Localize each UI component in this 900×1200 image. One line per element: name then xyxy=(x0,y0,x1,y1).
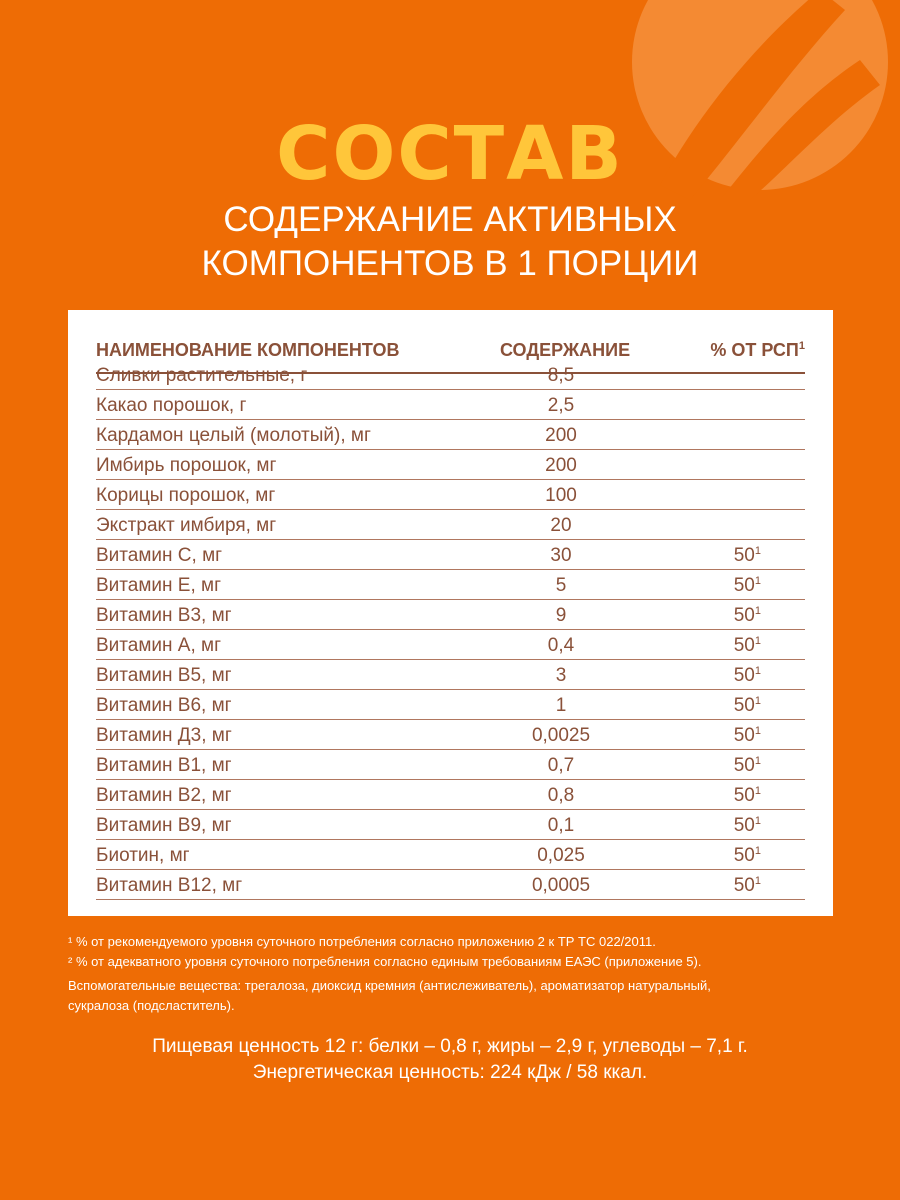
footnotes xyxy=(68,932,838,972)
component-content: 20 xyxy=(550,515,572,536)
component-pct-sup: 1 xyxy=(754,815,761,827)
component-pct xyxy=(701,635,761,657)
table-row xyxy=(96,780,805,810)
component-pct-value: 50 xyxy=(733,785,755,806)
component-pct-sup: 1 xyxy=(754,785,761,797)
component-content: 5 xyxy=(555,575,567,596)
composition-table xyxy=(68,310,833,916)
component-name: Витамин В3, мг xyxy=(96,605,232,626)
component-pct-value: 50 xyxy=(733,605,755,626)
component-name: Сливки растительные, г xyxy=(96,365,308,386)
component-name: Имбирь порошок, мг xyxy=(96,455,277,476)
component-name: Биотин, мг xyxy=(96,845,190,866)
component-pct-sup: 1 xyxy=(754,755,761,767)
table-row xyxy=(96,360,805,390)
component-pct-value: 50 xyxy=(733,815,755,836)
page-subtitle xyxy=(0,198,900,286)
component-pct-value: 50 xyxy=(733,635,755,656)
component-pct-value: 50 xyxy=(733,545,755,566)
component-content: 1 xyxy=(555,695,567,716)
table-row xyxy=(96,840,805,870)
table-row xyxy=(96,510,805,540)
component-content: 100 xyxy=(545,485,577,506)
component-content: 30 xyxy=(550,545,572,566)
column-header-pct-sup: 1 xyxy=(798,340,805,352)
component-name: Витамин С, мг xyxy=(96,545,223,566)
component-pct xyxy=(701,545,761,567)
component-name: Витамин Е, мг xyxy=(96,575,222,596)
table-row xyxy=(96,390,805,420)
component-name: Кардамон целый (молотый), мг xyxy=(96,425,371,446)
table-row xyxy=(96,810,805,840)
column-header-name: НАИМЕНОВАНИЕ КОМПОНЕНТОВ xyxy=(96,340,400,360)
component-pct xyxy=(701,875,761,897)
component-name: Витамин А, мг xyxy=(96,635,222,656)
component-content: 3 xyxy=(555,665,567,686)
table-row xyxy=(96,630,805,660)
component-content: 0,7 xyxy=(547,755,575,776)
component-pct-value: 50 xyxy=(733,875,755,896)
component-pct-sup: 1 xyxy=(754,845,761,857)
component-pct-value: 50 xyxy=(733,695,755,716)
component-pct-value: 50 xyxy=(733,665,755,686)
component-pct xyxy=(701,785,761,807)
component-content: 0,025 xyxy=(537,845,585,866)
component-pct-sup: 1 xyxy=(754,605,761,617)
component-name: Витамин Д3, мг xyxy=(96,725,232,746)
component-pct-value: 50 xyxy=(733,725,755,746)
component-pct xyxy=(701,605,761,627)
subtitle-line-2: КОМПОНЕНТОВ В 1 ПОРЦИИ xyxy=(201,244,699,283)
component-pct-sup: 1 xyxy=(754,545,761,557)
column-header-pct-text: % ОТ РСП xyxy=(710,340,799,360)
component-name: Витамин В1, мг xyxy=(96,755,232,776)
component-content: 0,0005 xyxy=(531,875,591,896)
component-pct-sup: 1 xyxy=(754,665,761,677)
table-row xyxy=(96,420,805,450)
component-pct-sup: 1 xyxy=(754,875,761,887)
table-row xyxy=(96,720,805,750)
energy-value: Энергетическая ценность: 224 кДж / 58 ккал. xyxy=(252,1062,648,1083)
component-content: 9 xyxy=(555,605,567,626)
table-row xyxy=(96,870,805,900)
component-name: Витамин В9, мг xyxy=(96,815,232,836)
table-row xyxy=(96,570,805,600)
footnote-1: ¹ % от рекомендуемого уровня суточного потребления согласно приложению 2 к ТР ТС 022/2011. xyxy=(68,934,656,949)
table-row xyxy=(96,660,805,690)
nutrition-info xyxy=(0,1034,900,1086)
subtitle-line-1: СОДЕРЖАНИЕ АКТИВНЫХ xyxy=(223,200,677,239)
table-body xyxy=(96,360,805,900)
component-content: 0,0025 xyxy=(531,725,591,746)
nutrition-value: Пищевая ценность 12 г: белки – 0,8 г, жиры – 2,9 г, углеводы – 7,1 г. xyxy=(152,1036,748,1057)
component-pct xyxy=(701,665,761,687)
component-name: Корицы порошок, мг xyxy=(96,485,276,506)
component-pct-value: 50 xyxy=(733,845,755,866)
page-title: СОСТАВ xyxy=(276,111,624,197)
table-row xyxy=(96,750,805,780)
component-content: 0,8 xyxy=(547,785,575,806)
component-content: 0,1 xyxy=(547,815,575,836)
component-pct-sup: 1 xyxy=(754,695,761,707)
component-name: Витамин В6, мг xyxy=(96,695,232,716)
component-pct xyxy=(701,695,761,717)
column-header-content: СОДЕРЖАНИЕ xyxy=(500,340,631,360)
table-row xyxy=(96,690,805,720)
table-row xyxy=(96,450,805,480)
component-pct-sup: 1 xyxy=(754,725,761,737)
footnote-2: ² % от адекватного уровня суточного потребления согласно единым требованиям ЕАЭС (приложение 5). xyxy=(68,954,702,969)
component-name: Какао порошок, г xyxy=(96,395,247,416)
component-name: Экстракт имбиря, мг xyxy=(96,515,277,536)
component-content: 200 xyxy=(545,455,577,476)
component-content: 2,5 xyxy=(547,395,575,416)
component-pct xyxy=(701,755,761,777)
auxiliary-substances: Вспомогательные вещества: трегалоза, диоксид кремния (антислеживатель), ароматизатор натуральный, сукралоза (подсластитель). xyxy=(68,978,711,1013)
component-name: Витамин В5, мг xyxy=(96,665,232,686)
column-header-pct xyxy=(710,340,805,361)
table-row xyxy=(96,480,805,510)
component-pct xyxy=(701,815,761,837)
component-pct-value: 50 xyxy=(733,575,755,596)
component-pct-sup: 1 xyxy=(754,575,761,587)
component-name: Витамин В12, мг xyxy=(96,875,243,896)
component-pct-sup: 1 xyxy=(754,635,761,647)
table-row xyxy=(96,540,805,570)
component-content: 8,5 xyxy=(547,365,575,386)
component-pct xyxy=(701,845,761,867)
component-content: 200 xyxy=(545,425,577,446)
table-row xyxy=(96,600,805,630)
component-name: Витамин В2, мг xyxy=(96,785,232,806)
component-pct-value: 50 xyxy=(733,755,755,776)
component-pct xyxy=(701,725,761,747)
component-content: 0,4 xyxy=(547,635,575,656)
component-pct xyxy=(701,575,761,597)
